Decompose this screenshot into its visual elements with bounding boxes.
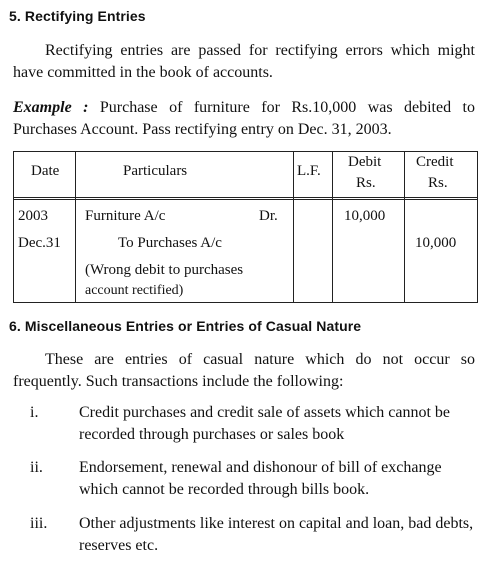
entry-debit-account: Furniture A/c	[85, 208, 166, 224]
entry-year: 2003	[18, 208, 48, 224]
section-heading-rectifying-entries: 5. Rectifying Entries	[9, 8, 146, 24]
header-date: Date	[31, 163, 60, 179]
entry-credit-amount: 10,000	[415, 235, 457, 251]
header-debit: Debit	[348, 154, 382, 170]
rectifying-intro-paragraph: Rectifying entries are passed for rectifying errors which might have committed in the book of accounts.	[13, 42, 475, 81]
list-item-text: Endorsement, renewal and dishonour of bill of exchange which cannot be recorded through bills book.	[79, 459, 442, 498]
list-item-number: i.	[30, 404, 39, 421]
section-heading-miscellaneous-entries: 6. Miscellaneous Entries or Entries of Casual Nature	[9, 318, 362, 334]
header-credit-unit: Rs.	[428, 175, 448, 191]
header-credit: Credit	[416, 154, 454, 170]
example-text: Purchase of furniture for Rs.10,000 was debited to Purchases Account. Pass rectifying entry on Dec. 31, 2003.	[13, 99, 475, 138]
entry-narration-line2: account rectified)	[85, 283, 184, 298]
journal-entry-table	[13, 151, 478, 303]
entry-date: Dec.31	[18, 235, 61, 251]
example-paragraph	[13, 97, 475, 141]
header-debit-unit: Rs.	[356, 175, 376, 191]
list-item-text: Other adjustments like interest on capital and loan, bad debts, reserves etc.	[79, 515, 474, 554]
entry-dr-marker: Dr.	[259, 208, 278, 224]
entry-debit-amount: 10,000	[344, 208, 386, 224]
list-item-number: iii.	[30, 515, 48, 532]
list-item-number: ii.	[30, 459, 43, 476]
header-lf: L.F.	[297, 163, 321, 179]
entry-credit-account: To Purchases A/c	[118, 235, 222, 251]
example-label: Example :	[13, 99, 89, 116]
list-item-text: Credit purchases and credit sale of assets which cannot be recorded through purchases or sales book	[79, 404, 450, 443]
miscellaneous-intro-paragraph: These are entries of casual nature which do not occur so frequently. Such transactions include the following:	[13, 351, 475, 390]
entry-narration-line1: (Wrong debit to purchases	[85, 262, 244, 278]
header-particulars: Particulars	[123, 163, 188, 179]
